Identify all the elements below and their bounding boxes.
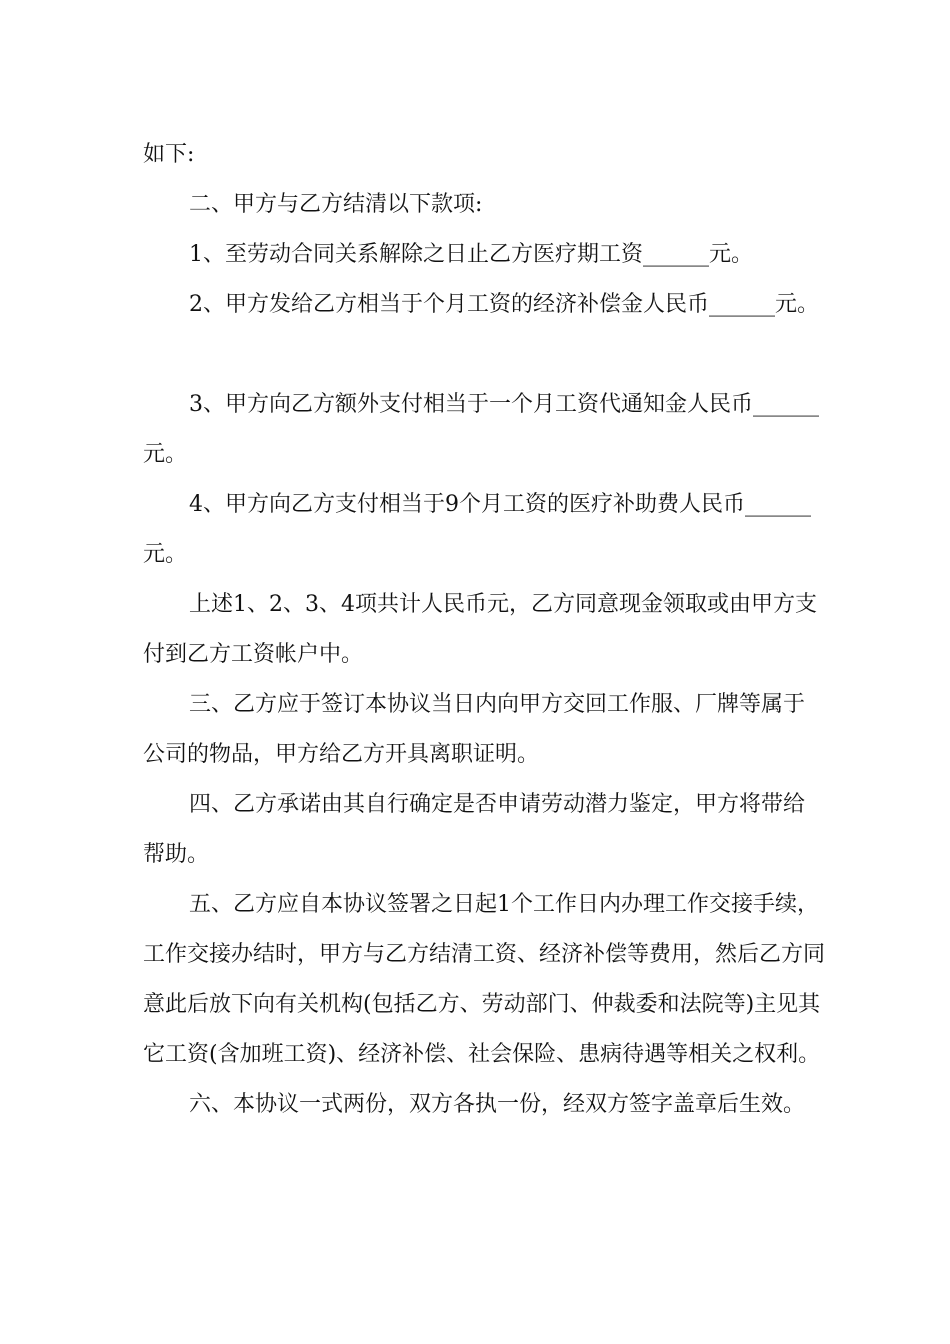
- paragraph-total: 上述1、2、3、4项共计人民币元，乙方同意现金领取或由甲方支付到乙方工资帐户中。: [143, 592, 817, 667]
- paragraph-section-5: 五、乙方应自本协议签署之日起1个工作日内办理工作交接手续，工作交接办结时，甲方与乙方结清工资、经济补偿等费用，然后乙方同意此后放下向有关机构(包括乙方、劳动部门、仲裁委和法院等)主见其它工资(含加班工资)、经济补偿、社会保险、患病待遇等相关之权利。: [143, 892, 826, 1067]
- paragraph-item-2: 2、甲方发给乙方相当于个月工资的经济补偿金人民币______元。: [189, 292, 819, 317]
- paragraph-intro: 如下:: [143, 142, 195, 167]
- paragraph-section-2: 二、甲方与乙方结清以下款项:: [189, 192, 483, 217]
- paragraph-section-6: 六、本协议一式两份，双方各执一份，经双方签字盖章后生效。: [189, 1092, 806, 1117]
- paragraph-item-4: 4、甲方向乙方支付相当于9个月工资的医疗补助费人民币______元。: [143, 492, 811, 567]
- document-body: [143, 130, 825, 1130]
- paragraph-section-4: 四、乙方承诺由其自行确定是否申请劳动潜力鉴定，甲方将带给帮助。: [143, 792, 806, 867]
- paragraph-item-1: 1、至劳动合同关系解除之日止乙方医疗期工资______元。: [189, 242, 753, 267]
- paragraph-section-3: 三、乙方应于签订本协议当日内向甲方交回工作服、厂牌等属于公司的物品，甲方给乙方开具离职证明。: [143, 692, 806, 767]
- paragraph-item-3: 3、甲方向乙方额外支付相当于一个月工资代通知金人民币______元。: [143, 392, 819, 467]
